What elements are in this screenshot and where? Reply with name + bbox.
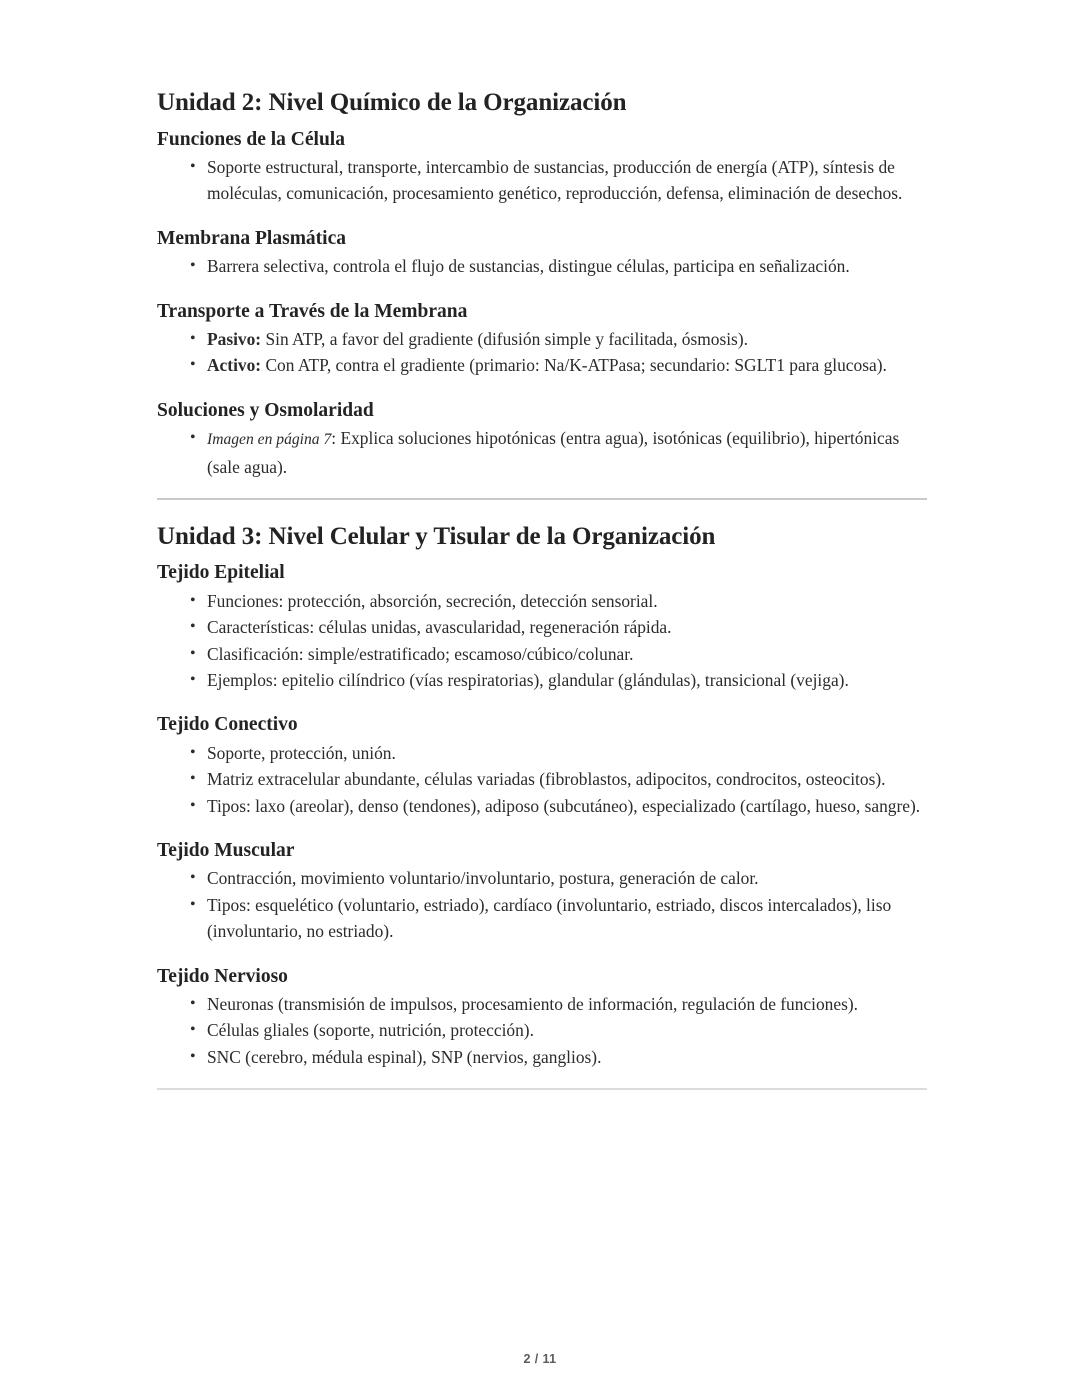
subsection-membrana-plasmatica	[157, 227, 925, 280]
list-item	[157, 614, 925, 640]
list-item-text: Con ATP, contra el gradiente (primario: Na/K-ATPasa; secundario: SGLT1 para glucosa).	[261, 355, 887, 376]
list-item	[157, 588, 925, 614]
list-item-text: Matriz extracelular abundante, células variadas (fibroblastos, adipocitos, condrocitos, osteocitos).	[207, 769, 886, 790]
list-item-lead: Pasivo:	[207, 328, 262, 349]
list-item	[157, 154, 925, 207]
subsection-transporte-a-traves-de-la-membrana	[157, 300, 925, 379]
list-item	[157, 253, 925, 279]
section-divider-bottom	[157, 1088, 927, 1090]
list-item-text: Neuronas (transmisión de impulsos, procesamiento de información, regulación de funciones).	[207, 994, 859, 1015]
subsection-heading: Tejido Epitelial	[157, 562, 285, 584]
list-item	[157, 326, 925, 352]
bullet-list	[157, 326, 925, 379]
list-item	[157, 740, 925, 766]
page-number-footer	[0, 1352, 1080, 1366]
list-item	[157, 766, 925, 792]
subsection-heading: Tejido Conectivo	[157, 714, 298, 736]
bullet-list	[157, 154, 925, 207]
list-item-text: Funciones: protección, absorción, secreción, detección sensorial.	[207, 590, 658, 611]
list-item-text: Sin ATP, a favor del gradiente (difusión simple y facilitada, ósmosis).	[261, 328, 748, 349]
subsection-heading: Tejido Muscular	[157, 840, 295, 862]
list-item-text: : Explica soluciones hipotónicas (entra agua), isotónicas (equilibrio), hipertónicas (sale agua).	[207, 428, 900, 477]
list-item	[157, 865, 925, 891]
list-item	[157, 1044, 925, 1070]
subsection-heading: Soluciones y Osmolaridad	[157, 399, 374, 421]
list-item-text: Soporte estructural, transporte, intercambio de sustancias, producción de energía (ATP), síntesis de moléculas, comunicación, procesamiento genético, reproducción, defensa, eliminación de desechos.	[207, 156, 903, 204]
subsection-heading: Transporte a Través de la Membrana	[157, 300, 468, 322]
list-item-text: SNC (cerebro, médula espinal), SNP (nervios, ganglios).	[207, 1046, 602, 1067]
list-item-image-reference: Imagen en página 7	[207, 431, 332, 449]
subsection-soluciones-y-osmolaridad	[157, 399, 925, 480]
subsection-heading: Tejido Nervioso	[157, 965, 288, 987]
page-title-unit-2: Unidad 2: Nivel Químico de la Organización	[157, 89, 627, 116]
list-item	[157, 793, 925, 819]
list-item-text: Clasificación: simple/estratificado; escamoso/cúbico/colunar.	[207, 643, 634, 664]
list-item	[157, 892, 925, 945]
bullet-list	[157, 865, 925, 944]
subsection-tejido-epitelial	[157, 561, 925, 693]
list-item	[157, 425, 925, 480]
list-item-text: Ejemplos: epitelio cilíndrico (vías respiratorias), glandular (glándulas), transicional (vejiga).	[207, 670, 849, 691]
list-item-text: Contracción, movimiento voluntario/involuntario, postura, generación de calor.	[207, 868, 759, 889]
bullet-list	[157, 253, 925, 279]
subsection-tejido-nervioso	[157, 965, 925, 1071]
list-item	[157, 352, 925, 378]
subsection-tejido-conectivo	[157, 713, 925, 819]
bullet-list	[157, 740, 925, 819]
list-item-text: Tipos: laxo (areolar), denso (tendones), adiposo (subcutáneo), especializado (cartílago, hueso, sangre).	[207, 795, 921, 816]
list-item-text: Soporte, protección, unión.	[207, 742, 396, 763]
list-item	[157, 667, 925, 693]
list-item-text: Barrera selectiva, controla el flujo de sustancias, distingue células, participa en señalización.	[207, 256, 850, 277]
list-item-lead: Activo:	[207, 355, 262, 376]
section-divider	[157, 498, 927, 500]
bullet-list	[157, 425, 925, 480]
list-item-text: Características: células unidas, avascularidad, regeneración rápida.	[207, 617, 672, 638]
bullet-list	[157, 588, 925, 694]
list-item-text: Tipos: esquelético (voluntario, estriado), cardíaco (involuntario, estriado, discos intercalados), liso (involuntario, no estriado).	[207, 894, 892, 942]
unit-section-3	[157, 522, 925, 1070]
list-item	[157, 641, 925, 667]
list-item-text: Células gliales (soporte, nutrición, protección).	[207, 1020, 534, 1041]
page-title-unit-3: Unidad 3: Nivel Celular y Tisular de la Organización	[157, 522, 716, 550]
bullet-list	[157, 991, 925, 1070]
subsection-heading: Membrana Plasmática	[157, 227, 347, 249]
list-item	[157, 991, 925, 1017]
subsection-heading: Funciones de la Célula	[157, 128, 345, 150]
page-number-label: 2 / 11	[523, 1352, 557, 1366]
subsection-tejido-muscular	[157, 839, 925, 945]
list-item	[157, 1017, 925, 1043]
subsection-funciones-de-la-celula	[157, 128, 925, 207]
unit-section-2	[157, 88, 925, 480]
